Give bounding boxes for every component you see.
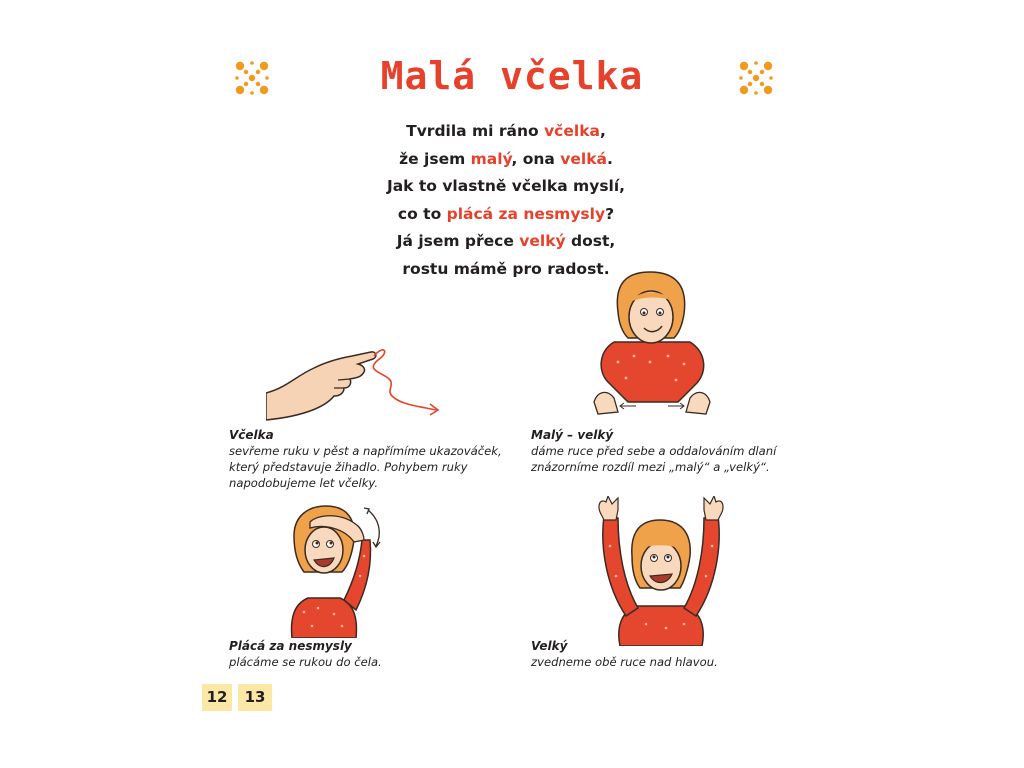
caption-placa <box>229 638 519 670</box>
poem-text: rostu mámě pro radost. <box>402 259 610 278</box>
pointing-hand-illustration <box>266 338 456 428</box>
caption-line: znázorníme rozdíl mezi „malý“ a „velký“. <box>531 460 770 474</box>
poem-text: dost, <box>565 232 616 250</box>
poem-highlight: včelka <box>544 122 600 140</box>
poem-line <box>0 118 1012 146</box>
poem-text: Já jsem přece <box>396 232 520 250</box>
poem-text: že jsem <box>399 149 471 168</box>
poem-line <box>0 201 1012 229</box>
caption-line: sevřeme ruku v pěst a napřímíme ukazováček, <box>229 444 502 458</box>
poem-line <box>0 228 1012 256</box>
maly-velky-illustration <box>578 262 728 422</box>
caption-title: Malý – velký <box>531 428 614 442</box>
caption-title: Plácá za nesmysly <box>229 639 352 653</box>
poem-text: . <box>607 149 613 168</box>
caption-title: Včelka <box>229 428 274 442</box>
poem-text: Tvrdila mi ráno <box>406 122 545 140</box>
caption-line: dáme ruce před sebe a oddalováním dlaní <box>531 444 777 458</box>
poem-highlight: velká <box>560 149 607 168</box>
caption-line: napodobujeme let včelky. <box>229 476 379 490</box>
poem-highlight: malý <box>470 149 512 168</box>
poem-text: Jak to vlastně včelka myslí, <box>386 177 626 195</box>
velky-illustration <box>596 496 726 646</box>
placa-illustration <box>284 500 394 638</box>
page-number-right: 13 <box>238 684 272 711</box>
poem-highlight: plácá za nesmysly <box>446 204 606 223</box>
caption-maly-velky <box>531 427 821 475</box>
poem-line <box>0 146 1012 174</box>
poem-line <box>0 173 1012 201</box>
poem-highlight: velký <box>519 232 566 250</box>
poem-text: , <box>599 122 606 140</box>
caption-title: Velký <box>531 639 568 653</box>
caption-line: který představuje žihadlo. Pohybem ruky <box>229 460 468 474</box>
caption-line: plácáme se rukou do čela. <box>229 655 382 669</box>
caption-line: zvedneme obě ruce nad hlavou. <box>531 655 718 669</box>
poem <box>0 118 1012 283</box>
poem-line <box>0 256 1012 284</box>
page-title: Malá včelka <box>380 54 644 98</box>
page-number-left: 12 <box>202 684 232 711</box>
poem-text: ? <box>605 204 615 223</box>
caption-velky <box>531 638 821 670</box>
poem-text: , ona <box>511 149 561 168</box>
caption-vcelka <box>229 427 519 491</box>
poem-text: co to <box>397 204 447 223</box>
